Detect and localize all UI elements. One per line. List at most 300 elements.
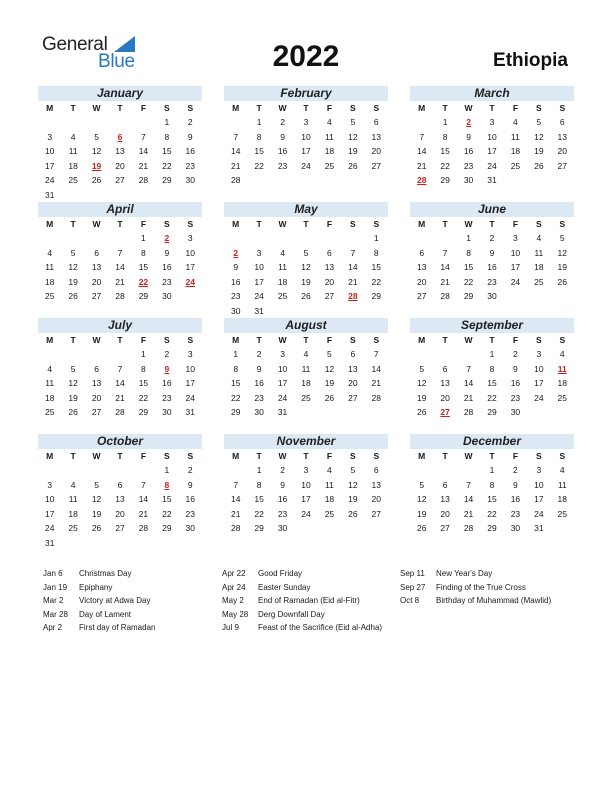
month-april — [38, 202, 202, 304]
weekday-label: W — [464, 103, 473, 113]
day-cell: 14 — [348, 262, 358, 273]
holiday-name: First day of Ramadan — [79, 623, 156, 633]
day-cell: 26 — [348, 508, 358, 519]
day-cell: 10 — [277, 363, 288, 374]
day-cell: 27 — [557, 160, 568, 171]
day-cell: 28 — [230, 523, 241, 534]
day-cell: 25 — [68, 523, 78, 534]
day-cell: 16 — [510, 378, 521, 389]
day-cell: 25 — [68, 175, 78, 186]
day-cell: 18 — [277, 276, 288, 287]
day-cell: 29 — [463, 291, 474, 302]
day-cell: 5 — [350, 117, 356, 127]
day-cell: 14 — [138, 494, 149, 505]
day-cell: 24 — [44, 523, 55, 534]
day-cell: 15 — [371, 262, 382, 273]
day-cell: 15 — [487, 494, 497, 505]
day-cell: 1 — [164, 465, 170, 475]
weekday-label: S — [187, 451, 194, 461]
day-cell: 3 — [187, 233, 193, 243]
day-cell: 23 — [185, 160, 196, 171]
holiday-date: May 28 — [222, 609, 249, 619]
holiday-day-cell: 2 — [164, 233, 170, 243]
weekday-label: S — [536, 219, 542, 229]
day-cell: 25 — [324, 160, 335, 171]
empty-cell — [108, 115, 131, 130]
day-cell: 4 — [513, 117, 518, 127]
day-cell: 5 — [70, 247, 76, 258]
weekday-label: F — [326, 451, 333, 461]
weekday-label: S — [187, 219, 194, 229]
day-cell: 2 — [187, 465, 193, 475]
day-cell: 13 — [371, 479, 382, 490]
day-cell: 2 — [513, 465, 518, 475]
empty-cell — [433, 463, 456, 478]
month-october — [38, 434, 202, 551]
day-cell: 3 — [47, 131, 53, 142]
day-cell: 21 — [440, 276, 450, 287]
day-cell: 1 — [489, 349, 495, 359]
empty-cell — [38, 115, 61, 130]
day-cell: 5 — [350, 465, 356, 475]
empty-cell — [108, 463, 131, 478]
day-cell: 11 — [45, 378, 55, 389]
weekday-label: T — [303, 335, 309, 345]
weekday-label: M — [418, 219, 426, 229]
holiday-date: Apr 24 — [222, 582, 246, 592]
holiday-column — [400, 567, 551, 608]
day-cell: 11 — [301, 363, 311, 374]
day-cell: 30 — [463, 175, 474, 186]
weekday-label: M — [46, 335, 54, 345]
holiday-entry — [222, 594, 382, 608]
day-cell: 9 — [233, 262, 239, 273]
month-november — [224, 434, 388, 536]
holiday-entry — [222, 608, 382, 622]
day-grid — [410, 101, 574, 188]
day-cell: 15 — [254, 494, 264, 505]
month-august — [224, 318, 388, 420]
day-cell: 24 — [534, 508, 544, 519]
month-name: August — [224, 318, 388, 333]
weekday-label: S — [187, 335, 194, 345]
day-cell: 25 — [534, 276, 544, 287]
day-cell: 2 — [280, 117, 285, 127]
day-cell: 24 — [301, 508, 311, 519]
day-cell: 9 — [489, 247, 495, 258]
day-grid — [410, 333, 574, 420]
holiday-entry — [222, 621, 382, 635]
day-cell: 23 — [162, 392, 172, 403]
day-cell: 28 — [138, 523, 149, 534]
day-cell: 5 — [70, 363, 76, 374]
weekday-label: W — [278, 219, 287, 229]
weekday-label: T — [117, 103, 123, 113]
country-name: Ethiopia — [493, 50, 568, 71]
day-cell: 2 — [489, 233, 495, 243]
day-cell: 26 — [416, 407, 427, 418]
day-cell: 16 — [162, 262, 172, 273]
day-cell: 7 — [233, 131, 239, 142]
day-cell: 6 — [94, 247, 99, 258]
month-name: May — [224, 202, 388, 217]
day-cell: 7 — [141, 131, 146, 142]
day-cell: 12 — [91, 146, 102, 157]
day-cell: 23 — [277, 160, 288, 171]
day-cell: 29 — [487, 523, 497, 534]
holiday-date: Jan 19 — [43, 582, 68, 592]
day-cell: 10 — [301, 131, 311, 142]
day-cell: 7 — [350, 247, 356, 258]
day-cell: 4 — [47, 363, 53, 374]
day-cell: 25 — [510, 160, 521, 171]
holiday-entry — [43, 567, 155, 581]
day-cell: 31 — [44, 189, 55, 200]
weekday-label: T — [70, 219, 76, 229]
empty-cell — [85, 231, 108, 246]
day-cell: 1 — [256, 117, 262, 127]
empty-cell — [247, 231, 270, 246]
weekday-label: M — [232, 219, 240, 229]
day-cell: 8 — [373, 247, 379, 258]
day-cell: 18 — [510, 146, 521, 157]
day-cell: 3 — [489, 117, 495, 127]
weekday-label: S — [373, 103, 380, 113]
day-cell: 3 — [303, 117, 309, 127]
day-cell: 14 — [230, 146, 241, 157]
day-cell: 30 — [185, 175, 196, 186]
day-cell: 16 — [185, 494, 196, 505]
empty-cell — [410, 347, 433, 362]
month-name: March — [410, 86, 574, 101]
day-cell: 23 — [510, 392, 521, 403]
day-cell: 12 — [416, 378, 427, 389]
day-cell: 14 — [440, 262, 450, 273]
day-cell: 23 — [463, 160, 474, 171]
day-cell: 5 — [536, 117, 542, 127]
day-cell: 4 — [536, 233, 542, 243]
day-cell: 28 — [230, 175, 241, 186]
weekday-label: M — [418, 335, 426, 345]
day-cell: 5 — [419, 363, 425, 374]
month-may — [224, 202, 388, 319]
day-cell: 30 — [162, 291, 172, 302]
day-cell: 19 — [324, 378, 335, 389]
day-cell: 18 — [557, 378, 568, 389]
day-cell: 14 — [115, 262, 125, 273]
day-cell: 11 — [45, 262, 55, 273]
holiday-name: Feast of the Sacrifice (Eid al-Adha) — [258, 623, 383, 633]
day-cell: 30 — [230, 305, 241, 316]
weekday-label: S — [373, 451, 380, 461]
weekday-label: M — [418, 451, 426, 461]
weekday-label: T — [442, 219, 448, 229]
day-cell: 1 — [141, 233, 146, 243]
day-cell: 2 — [187, 117, 193, 127]
day-cell: 17 — [534, 378, 544, 389]
empty-cell — [294, 231, 317, 246]
day-grid — [224, 333, 388, 420]
day-cell: 25 — [44, 291, 55, 302]
day-cell: 27 — [371, 160, 382, 171]
day-cell: 21 — [230, 160, 241, 171]
day-cell: 4 — [70, 479, 76, 490]
day-cell: 16 — [277, 146, 288, 157]
day-cell: 18 — [324, 494, 335, 505]
day-cell: 27 — [348, 392, 358, 403]
empty-cell — [410, 463, 433, 478]
weekday-label: F — [512, 103, 519, 113]
weekday-label: F — [326, 103, 333, 113]
weekday-label: W — [464, 219, 473, 229]
empty-cell — [61, 347, 84, 362]
day-cell: 7 — [233, 479, 239, 490]
day-cell: 11 — [511, 131, 520, 142]
day-cell: 25 — [301, 392, 311, 403]
weekday-label: S — [164, 335, 170, 345]
day-cell: 16 — [277, 494, 288, 505]
holiday-date: Oct 8 — [400, 596, 420, 606]
day-cell: 22 — [463, 276, 474, 287]
holiday-name: Easter Sunday — [258, 582, 311, 592]
empty-cell — [108, 231, 131, 246]
holiday-name: Day of Lament — [79, 609, 132, 619]
day-cell: 12 — [557, 247, 568, 258]
day-grid — [224, 101, 388, 188]
weekday-label: T — [303, 103, 309, 113]
day-cell: 27 — [115, 523, 125, 534]
holiday-name: Good Friday — [258, 569, 303, 578]
day-cell: 17 — [254, 276, 264, 287]
weekday-label: M — [46, 219, 54, 229]
weekday-label: T — [70, 451, 76, 461]
holiday-entry — [43, 621, 155, 635]
day-cell: 18 — [534, 262, 544, 273]
day-cell: 15 — [162, 494, 172, 505]
weekday-label: T — [256, 451, 262, 461]
day-cell: 28 — [463, 407, 474, 418]
day-cell: 29 — [487, 407, 497, 418]
weekday-label: M — [46, 451, 54, 461]
day-cell: 22 — [162, 160, 172, 171]
month-december — [410, 434, 574, 536]
month-name: February — [224, 86, 388, 101]
day-cell: 4 — [559, 465, 565, 475]
day-cell: 8 — [256, 131, 262, 142]
weekday-label: S — [373, 335, 380, 345]
day-cell: 19 — [557, 262, 568, 273]
day-cell: 13 — [371, 131, 382, 142]
month-name: December — [410, 434, 574, 449]
weekday-label: S — [559, 103, 566, 113]
day-grid — [38, 449, 202, 551]
day-cell: 21 — [463, 392, 474, 403]
day-cell: 27 — [371, 508, 382, 519]
day-cell: 7 — [373, 349, 379, 359]
weekday-label: W — [278, 335, 287, 345]
day-cell: 1 — [233, 349, 239, 359]
empty-cell — [108, 347, 131, 362]
day-cell: 12 — [68, 262, 78, 273]
day-cell: 7 — [466, 363, 471, 374]
day-cell: 17 — [44, 160, 55, 171]
day-cell: 1 — [489, 465, 495, 475]
day-cell: 12 — [348, 479, 358, 490]
day-cell: 8 — [141, 247, 146, 258]
weekday-label: T — [117, 451, 123, 461]
day-cell: 23 — [230, 291, 241, 302]
day-cell: 19 — [534, 146, 544, 157]
day-cell: 22 — [487, 508, 497, 519]
day-cell: 3 — [280, 349, 285, 359]
holiday-day-cell: 28 — [348, 291, 358, 302]
day-cell: 8 — [233, 363, 239, 374]
day-cell: 25 — [324, 508, 335, 519]
weekday-label: F — [140, 219, 147, 229]
day-cell: 29 — [162, 175, 172, 186]
day-cell: 7 — [117, 247, 123, 258]
day-grid — [38, 101, 202, 203]
weekday-label: T — [442, 451, 448, 461]
day-cell: 31 — [254, 305, 264, 316]
day-cell: 16 — [162, 378, 172, 389]
day-cell: 21 — [416, 160, 427, 171]
day-cell: 9 — [513, 479, 518, 490]
day-cell: 26 — [301, 291, 311, 302]
day-cell: 4 — [70, 131, 76, 142]
day-cell: 26 — [534, 160, 544, 171]
day-cell: 30 — [510, 523, 521, 534]
weekday-label: S — [350, 335, 356, 345]
month-name: January — [38, 86, 202, 101]
day-cell: 9 — [280, 131, 285, 142]
day-cell: 18 — [324, 146, 335, 157]
day-cell: 23 — [487, 276, 497, 287]
day-cell: 26 — [557, 276, 568, 287]
day-cell: 22 — [487, 392, 497, 403]
day-cell: 4 — [327, 465, 332, 475]
weekday-label: S — [164, 451, 170, 461]
weekday-label: T — [442, 103, 448, 113]
day-cell: 26 — [91, 523, 102, 534]
day-cell: 12 — [348, 131, 358, 142]
holiday-name: Derg Downfall Day — [258, 609, 325, 619]
holiday-day-cell: 28 — [416, 175, 427, 186]
weekday-label: W — [278, 451, 287, 461]
holiday-name: Victory at Adwa Day — [79, 596, 151, 606]
day-cell: 8 — [466, 247, 471, 258]
empty-cell — [433, 231, 456, 246]
day-cell: 6 — [373, 465, 379, 475]
holiday-day-cell: 9 — [164, 363, 170, 374]
day-cell: 14 — [138, 146, 149, 157]
holiday-day-cell: 27 — [440, 407, 450, 418]
day-cell: 13 — [440, 378, 450, 389]
day-cell: 16 — [254, 378, 264, 389]
day-grid — [224, 449, 388, 536]
weekday-label: W — [464, 451, 473, 461]
empty-cell — [224, 463, 247, 478]
day-cell: 10 — [185, 363, 196, 374]
weekday-label: T — [256, 103, 262, 113]
month-june — [410, 202, 574, 304]
day-cell: 10 — [510, 247, 521, 258]
day-cell: 6 — [419, 247, 425, 258]
day-cell: 13 — [440, 494, 450, 505]
day-cell: 9 — [187, 131, 193, 142]
day-cell: 11 — [68, 494, 78, 505]
day-cell: 21 — [230, 508, 241, 519]
day-cell: 13 — [115, 146, 125, 157]
day-cell: 26 — [68, 407, 78, 418]
day-cell: 25 — [44, 407, 55, 418]
weekday-label: W — [278, 103, 287, 113]
day-cell: 31 — [534, 523, 544, 534]
day-cell: 9 — [187, 479, 193, 490]
day-cell: 19 — [348, 146, 358, 157]
month-february — [224, 86, 388, 188]
holiday-entry — [400, 594, 551, 608]
day-cell: 22 — [440, 160, 450, 171]
day-cell: 20 — [91, 392, 102, 403]
day-cell: 8 — [489, 479, 495, 490]
weekday-label: W — [92, 335, 101, 345]
day-cell: 31 — [185, 407, 196, 418]
day-cell: 30 — [185, 523, 196, 534]
day-cell: 21 — [463, 508, 474, 519]
day-cell: 18 — [68, 160, 78, 171]
empty-cell — [85, 347, 108, 362]
day-cell: 18 — [301, 378, 311, 389]
day-cell: 26 — [348, 160, 358, 171]
day-cell: 24 — [254, 291, 264, 302]
day-cell: 10 — [185, 247, 196, 258]
day-cell: 13 — [557, 131, 568, 142]
logo-text-blue: Blue — [98, 51, 135, 72]
day-cell: 29 — [440, 175, 450, 186]
day-cell: 8 — [256, 479, 262, 490]
day-cell: 24 — [44, 175, 55, 186]
day-cell: 4 — [280, 247, 285, 258]
day-cell: 19 — [68, 276, 78, 287]
day-cell: 24 — [510, 276, 521, 287]
empty-cell — [457, 463, 480, 478]
day-cell: 7 — [141, 479, 146, 490]
holiday-day-cell: 6 — [117, 131, 123, 142]
day-cell: 23 — [254, 392, 264, 403]
weekday-label: F — [140, 335, 147, 345]
day-cell: 5 — [327, 349, 332, 359]
holiday-day-cell: 24 — [185, 276, 196, 287]
day-cell: 28 — [115, 407, 125, 418]
weekday-label: S — [559, 335, 566, 345]
calendar-year-title: 2022 — [272, 40, 340, 73]
day-cell: 15 — [138, 378, 149, 389]
empty-cell — [61, 115, 84, 130]
holiday-entry — [43, 608, 155, 622]
holiday-entry — [222, 567, 382, 581]
day-cell: 17 — [534, 494, 544, 505]
month-name: November — [224, 434, 388, 449]
weekday-label: T — [442, 335, 448, 345]
day-cell: 1 — [164, 117, 170, 127]
day-cell: 17 — [510, 262, 521, 273]
month-july — [38, 318, 202, 420]
day-cell: 3 — [536, 349, 542, 359]
day-cell: 23 — [162, 276, 172, 287]
day-cell: 2 — [280, 465, 285, 475]
day-cell: 9 — [466, 131, 471, 142]
